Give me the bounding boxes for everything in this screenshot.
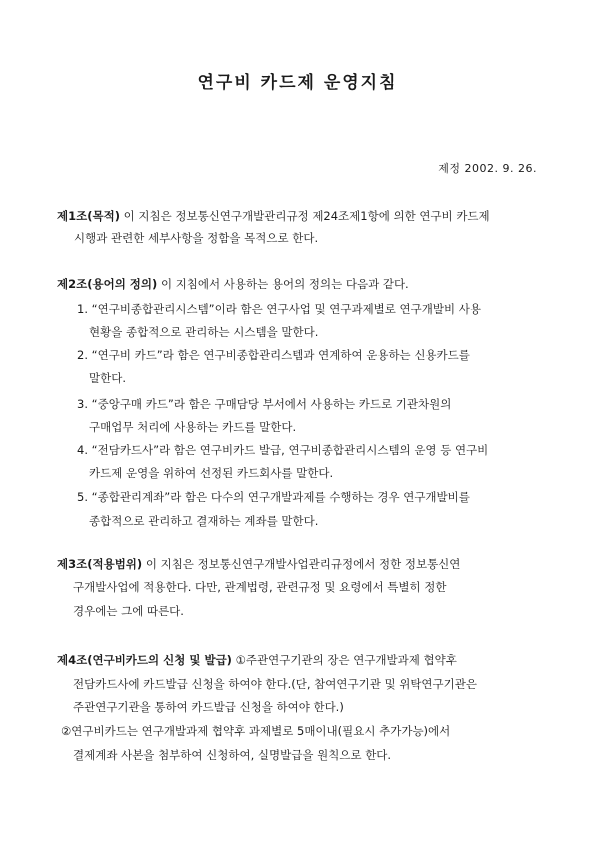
article-4-text-1: ①주관연구기관의 장은 연구개발과제 협약후: [235, 653, 457, 667]
definition-item-2: [77, 348, 470, 363]
article-2-line-1: [57, 277, 409, 292]
definition-item-3-cont: 구매업무 처리에 사용하는 카드를 말한다.: [89, 420, 297, 434]
article-2-intro: 이 지침에서 사용하는 용어의 정의는 다음과 같다.: [160, 277, 409, 291]
article-4-line-2: 전담카드사에 카드발급 신청을 하여야 한다.(단, 참여연구기관 및 위탁연구기관은: [73, 677, 477, 691]
article-3-line-1: [57, 557, 460, 572]
definition-text: “중앙구매 카드”라 함은 구매담당 부서에서 사용하는 카드로 기관차원의: [91, 397, 452, 411]
definition-item-4-cont: 카드제 운영을 위하여 선정된 카드회사를 말한다.: [89, 466, 334, 480]
definition-number: 4.: [77, 443, 88, 457]
definition-item-2-cont: 말한다.: [89, 371, 126, 385]
article-3-text-1: 이 지침은 정보통신연구개발사업관리규정에서 정한 정보통신연: [145, 557, 461, 571]
document-title: 연구비 카드제 운영지침: [197, 73, 398, 93]
article-3-line-3: 경우에는 그에 따른다.: [73, 604, 184, 618]
definition-text: “연구비 카드”라 함은 연구비종합관리스템과 연계하여 운용하는 신용카드를: [91, 348, 470, 362]
definition-text: “전담카드사”라 함은 연구비카드 발급, 연구비종합관리시스템의 운영 등 연구비: [91, 443, 489, 457]
article-3-line-2: 구개발사업에 적용한다. 다만, 관계법령, 관련규정 및 요령에서 특별히 정한: [73, 580, 447, 594]
article-1-heading: 제1조(목적): [57, 209, 120, 223]
article-4-line-5: 결제계좌 사본을 첨부하여 신청하여, 실명발급을 원칙으로 한다.: [73, 748, 392, 762]
definition-item-1: [77, 302, 481, 317]
article-4-line-3: 주관연구기관을 통하여 카드발급 신청을 하여야 한다.): [73, 700, 344, 714]
article-4-line-4: ②연구비카드는 연구개발과제 협약후 과제별로 5매이내(필요시 추가가능)에서: [61, 724, 451, 738]
definition-number: 3.: [77, 397, 88, 411]
article-4-line-1: [57, 653, 457, 668]
definition-item-1-cont: 현황을 종합적으로 관리하는 시스템을 말한다.: [89, 325, 319, 339]
article-1-line-1: [57, 209, 490, 224]
definition-number: 1.: [77, 302, 88, 316]
definition-item-5: [77, 490, 470, 505]
article-1-text-1: 이 지침은 정보통신연구개발관리규정 제24조제1항에 의한 연구비 카드제: [123, 209, 490, 223]
article-2-heading: 제2조(용어의 정의): [57, 277, 158, 291]
definition-number: 2.: [77, 348, 88, 362]
article-4-heading: 제4조(연구비카드의 신청 및 발급): [57, 653, 232, 667]
article-1-line-2: 시행과 관련한 세부사항을 정함을 목적으로 한다.: [74, 231, 319, 245]
definition-item-4: [77, 443, 488, 458]
article-3-heading: 제3조(적용범위): [57, 557, 143, 571]
enacted-date: 제정 2002. 9. 26.: [438, 162, 537, 175]
definition-text: “종합관리계좌”라 함은 다수의 연구개발과제를 수행하는 경우 연구개발비를: [91, 490, 470, 504]
definition-item-3: [77, 397, 451, 412]
definition-number: 5.: [77, 490, 88, 504]
definition-text: “연구비종합관리시스템”이라 함은 연구사업 및 연구과제별로 연구개발비 사용: [91, 302, 481, 316]
definition-item-5-cont: 종합적으로 관리하고 결재하는 계좌를 말한다.: [89, 514, 319, 528]
